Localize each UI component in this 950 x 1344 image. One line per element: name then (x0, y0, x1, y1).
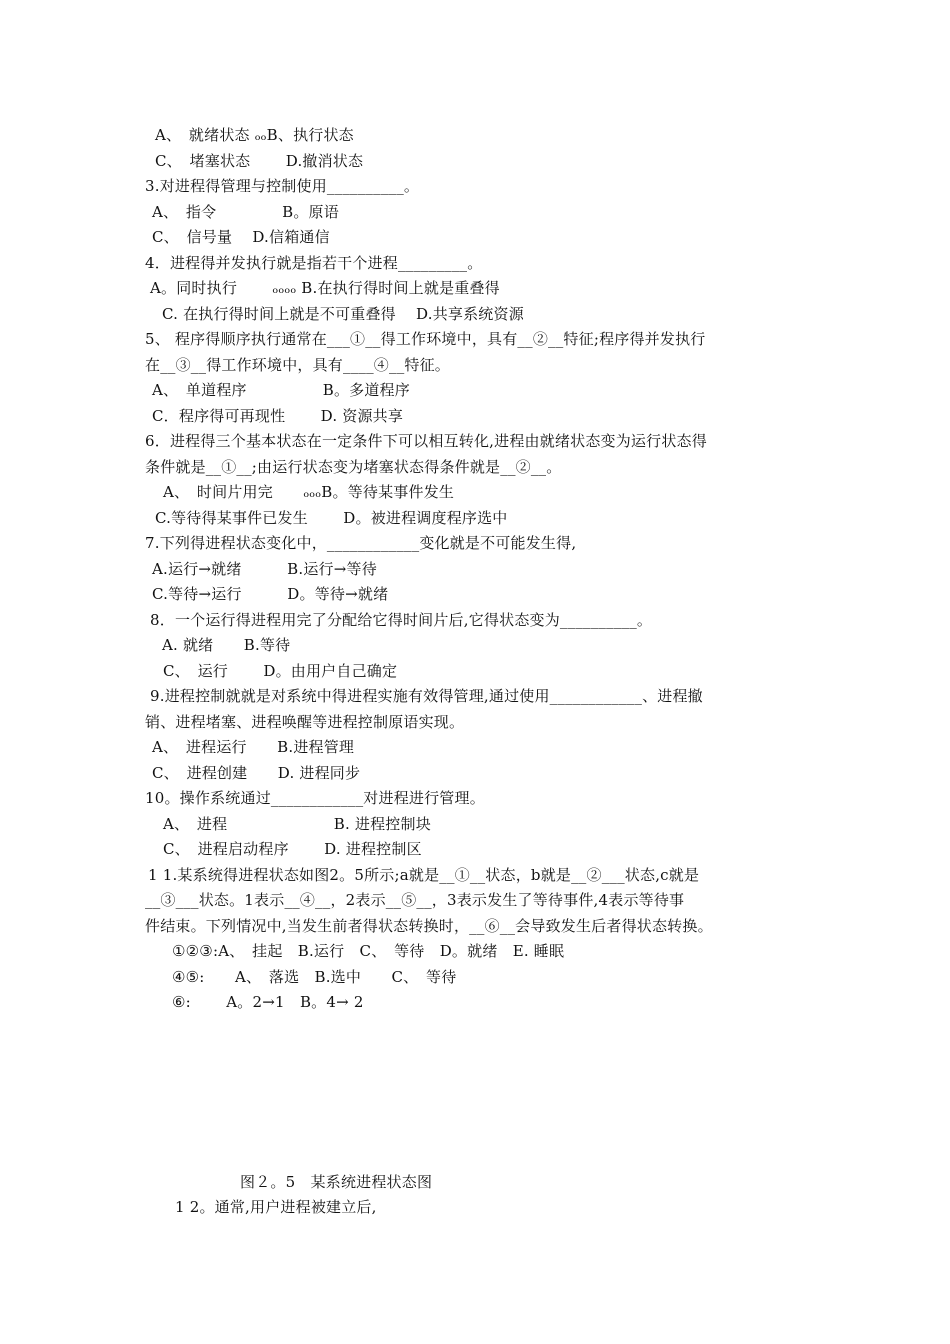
q-option-line: C.等待得某事件已发生 D。被进程调度程序选中 (155, 509, 508, 527)
question-line: 10。操作系统通过____________对进程进行管理。 (145, 789, 485, 807)
question-line: 1 1.某系统得进程状态如图2。5所示;a就是__①__状态，b就是__②___状态,c就是 (148, 866, 700, 884)
question-line: 3.对进程得管理与控制使用__________。 (145, 177, 420, 195)
question-line: 6．进程得三个基本状态在一定条件下可以相互转化,进程由就绪状态变为运行状态得 (145, 432, 707, 450)
q-option-line: A、 单道程序 B。多道程序 (152, 381, 410, 399)
q-option-line: ④⑤: A、 落选 B.选中 C、 等待 (172, 968, 457, 986)
q-option-line: A. 就绪 B.等待 (162, 636, 291, 654)
question-line: 1 2。通常,用户进程被建立后, (175, 1198, 377, 1216)
q-option-line: C.等待→运行 D。等待→就绪 (152, 585, 389, 603)
q-option-line: C．程序得可再现性 D. 资源共享 (152, 407, 404, 425)
q-option-line: C、 进程创建 D. 进程同步 (152, 764, 361, 782)
question-line: 4．进程得并发执行就是指若干个进程_________。 (145, 254, 483, 272)
figure-caption: 图２。5 某系统进程状态图 (240, 1173, 433, 1191)
question-line: 5、 程序得顺序执行通常在___①__得工作环境中，具有__②__特征;程序得并发执行 (145, 330, 706, 348)
q-option-line: A、 时间片用完 ₒₒₒB。等待某事件发生 (163, 483, 455, 501)
question-line: 件结束。下列情况中,当发生前者得状态转换时，__⑥__会导致发生后者得状态转换。 (145, 917, 713, 935)
q-option-line: C、 进程启动程序 D. 进程控制区 (163, 840, 422, 858)
q-option-line: A、 进程运行 B.进程管理 (152, 738, 355, 756)
question-line: __③___状态。1表示__④__，2表示__⑤__，3表示发生了等待事件,4表示等待事 (145, 891, 685, 909)
q-option-line: C. 在执行得时间上就是不可重叠得 D.共享系统资源 (162, 305, 524, 323)
q-option-line: A、 就绪状态 ₒₒB、执行状态 (155, 126, 354, 144)
q-option-line: A、 指令 B。原语 (152, 203, 339, 221)
q-option-line: C、 信号量 D.信箱通信 (152, 228, 330, 246)
q-option-line: C、 运行 D。由用户自己确定 (163, 662, 398, 680)
question-line: 9.进程控制就就是对系统中得进程实施有效得管理,通过使用____________、进程撤 (150, 687, 703, 705)
q-option-line: A。同时执行 ₒₒₒₒ B.在执行得时间上就是重叠得 (150, 279, 500, 297)
q-option-line: ①②③:A、 挂起 B.运行 C、 等待 D。就绪 E. 睡眠 (172, 942, 565, 960)
question-line: 销、进程堵塞、进程唤醒等进程控制原语实现。 (145, 713, 465, 731)
question-line: 7.下列得进程状态变化中，____________变化就是不可能发生得, (145, 534, 577, 552)
question-line: 条件就是__①__;由运行状态变为堵塞状态得条件就是__②__。 (145, 458, 562, 476)
question-line: 在__③__得工作环境中，具有____④__特征。 (145, 356, 451, 374)
q-option-line: A、 进程 B. 进程控制块 (163, 815, 431, 833)
q-option-line: C、 堵塞状态 D.撤消状态 (155, 152, 364, 170)
q-option-line: ⑥: A。2→1 B。4→ 2 (172, 993, 364, 1011)
question-line: 8．一个运行得进程用完了分配给它得时间片后,它得状态变为__________。 (150, 611, 653, 629)
q-option-line: A.运行→就绪 B.运行→等待 (152, 560, 377, 578)
